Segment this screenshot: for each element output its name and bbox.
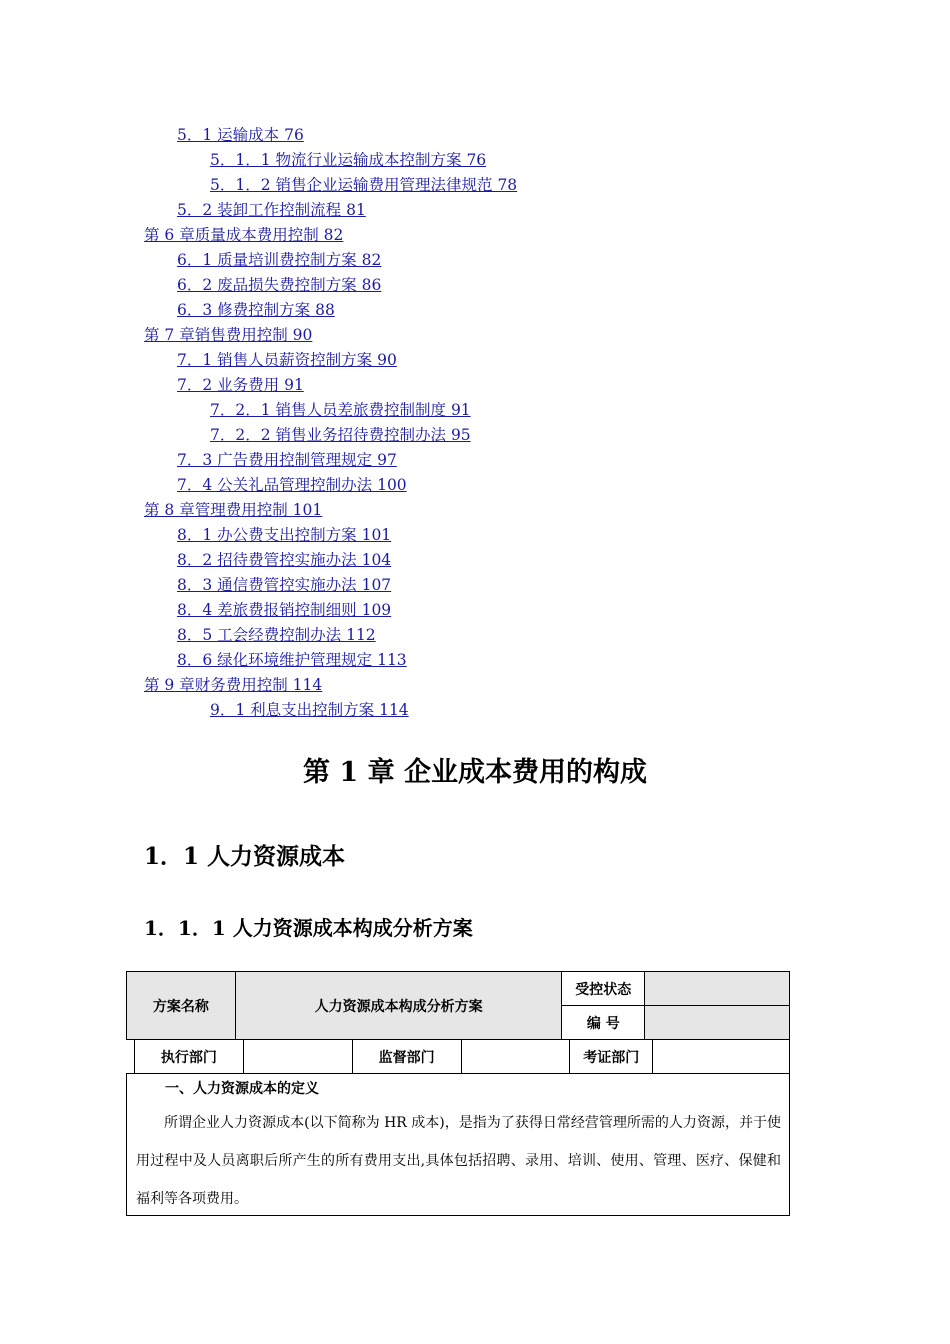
toc-link[interactable]: 第 8 章管理费用控制 101 <box>144 501 323 519</box>
toc-link[interactable]: 7．3 广告费用控制管理规定 97 <box>177 451 397 469</box>
definition-body: 所谓企业人力资源成本(以下简称为 HR 成本)，是指为了获得日常经营管理所需的人力资源，并于使用过程中及人员离职后所产生的所有费用支出,具体包括招聘、录用、培训、使用、管理、医疗、保健和福利等各项费用。 <box>136 1115 781 1207</box>
control-status-label: 受控状态 <box>562 972 645 1006</box>
toc-link[interactable]: 5．1．1 物流行业运输成本控制方案 76 <box>210 151 487 169</box>
department-table <box>134 1039 790 1074</box>
plan-name-value: 人力资源成本构成分析方案 <box>235 972 561 1040</box>
toc-link[interactable]: 8．1 办公费支出控制方案 101 <box>177 526 392 544</box>
control-status-value <box>645 972 790 1006</box>
number-label: 编 号 <box>562 1006 645 1040</box>
toc-link[interactable]: 7．2．1 销售人员差旅费控制制度 91 <box>210 401 471 419</box>
toc-link[interactable]: 5．2 装卸工作控制流程 81 <box>177 201 366 219</box>
exec-dept-label: 执行部门 <box>135 1040 244 1074</box>
subsection-heading: 1．1．1 人力资源成本构成分析方案 <box>144 916 473 940</box>
toc-link[interactable]: 7．1 销售人员薪资控制方案 90 <box>177 351 397 369</box>
supervise-dept-value <box>461 1040 570 1074</box>
verify-dept-value <box>653 1040 790 1074</box>
toc-link[interactable]: 6．3 修费控制方案 88 <box>177 301 335 319</box>
toc-link[interactable]: 5．1 运输成本 76 <box>177 126 304 144</box>
toc-link[interactable]: 7．2．2 销售业务招待费控制办法 95 <box>210 426 471 444</box>
definition-box <box>126 1073 790 1216</box>
toc-link[interactable]: 8．4 差旅费报销控制细则 109 <box>177 601 392 619</box>
toc-link[interactable]: 7．2 业务费用 91 <box>177 376 304 394</box>
plan-name-label: 方案名称 <box>127 972 236 1040</box>
toc-link[interactable]: 6．1 质量培训费控制方案 82 <box>177 251 382 269</box>
toc-link[interactable]: 8．3 通信费管控实施办法 107 <box>177 576 392 594</box>
toc-link[interactable]: 8．6 绿化环境维护管理规定 113 <box>177 651 407 669</box>
definition-title: 一、人力资源成本的定义 <box>165 1081 319 1097</box>
chapter-heading: 第 1 章 企业成本费用的构成 <box>303 757 647 788</box>
toc-link[interactable]: 9．1 利息支出控制方案 114 <box>210 701 409 719</box>
toc-link[interactable]: 8．5 工会经费控制办法 112 <box>177 626 376 644</box>
plan-header-table <box>126 971 790 1040</box>
toc-link[interactable]: 第 7 章销售费用控制 90 <box>144 326 313 344</box>
exec-dept-value <box>243 1040 352 1074</box>
toc-link[interactable]: 5．1．2 销售企业运输费用管理法律规范 78 <box>210 176 518 194</box>
verify-dept-label: 考证部门 <box>570 1040 653 1074</box>
section-heading: 1．1 人力资源成本 <box>144 843 346 870</box>
number-value <box>645 1006 790 1040</box>
toc-link[interactable]: 第 9 章财务费用控制 114 <box>144 676 323 694</box>
toc-link[interactable]: 6．2 废品损失费控制方案 86 <box>177 276 382 294</box>
supervise-dept-label: 监督部门 <box>352 1040 461 1074</box>
toc-link[interactable]: 第 6 章质量成本费用控制 82 <box>144 226 344 244</box>
toc-link[interactable]: 8．2 招待费管控实施办法 104 <box>177 551 392 569</box>
toc-link[interactable]: 7．4 公关礼品管理控制办法 100 <box>177 476 407 494</box>
